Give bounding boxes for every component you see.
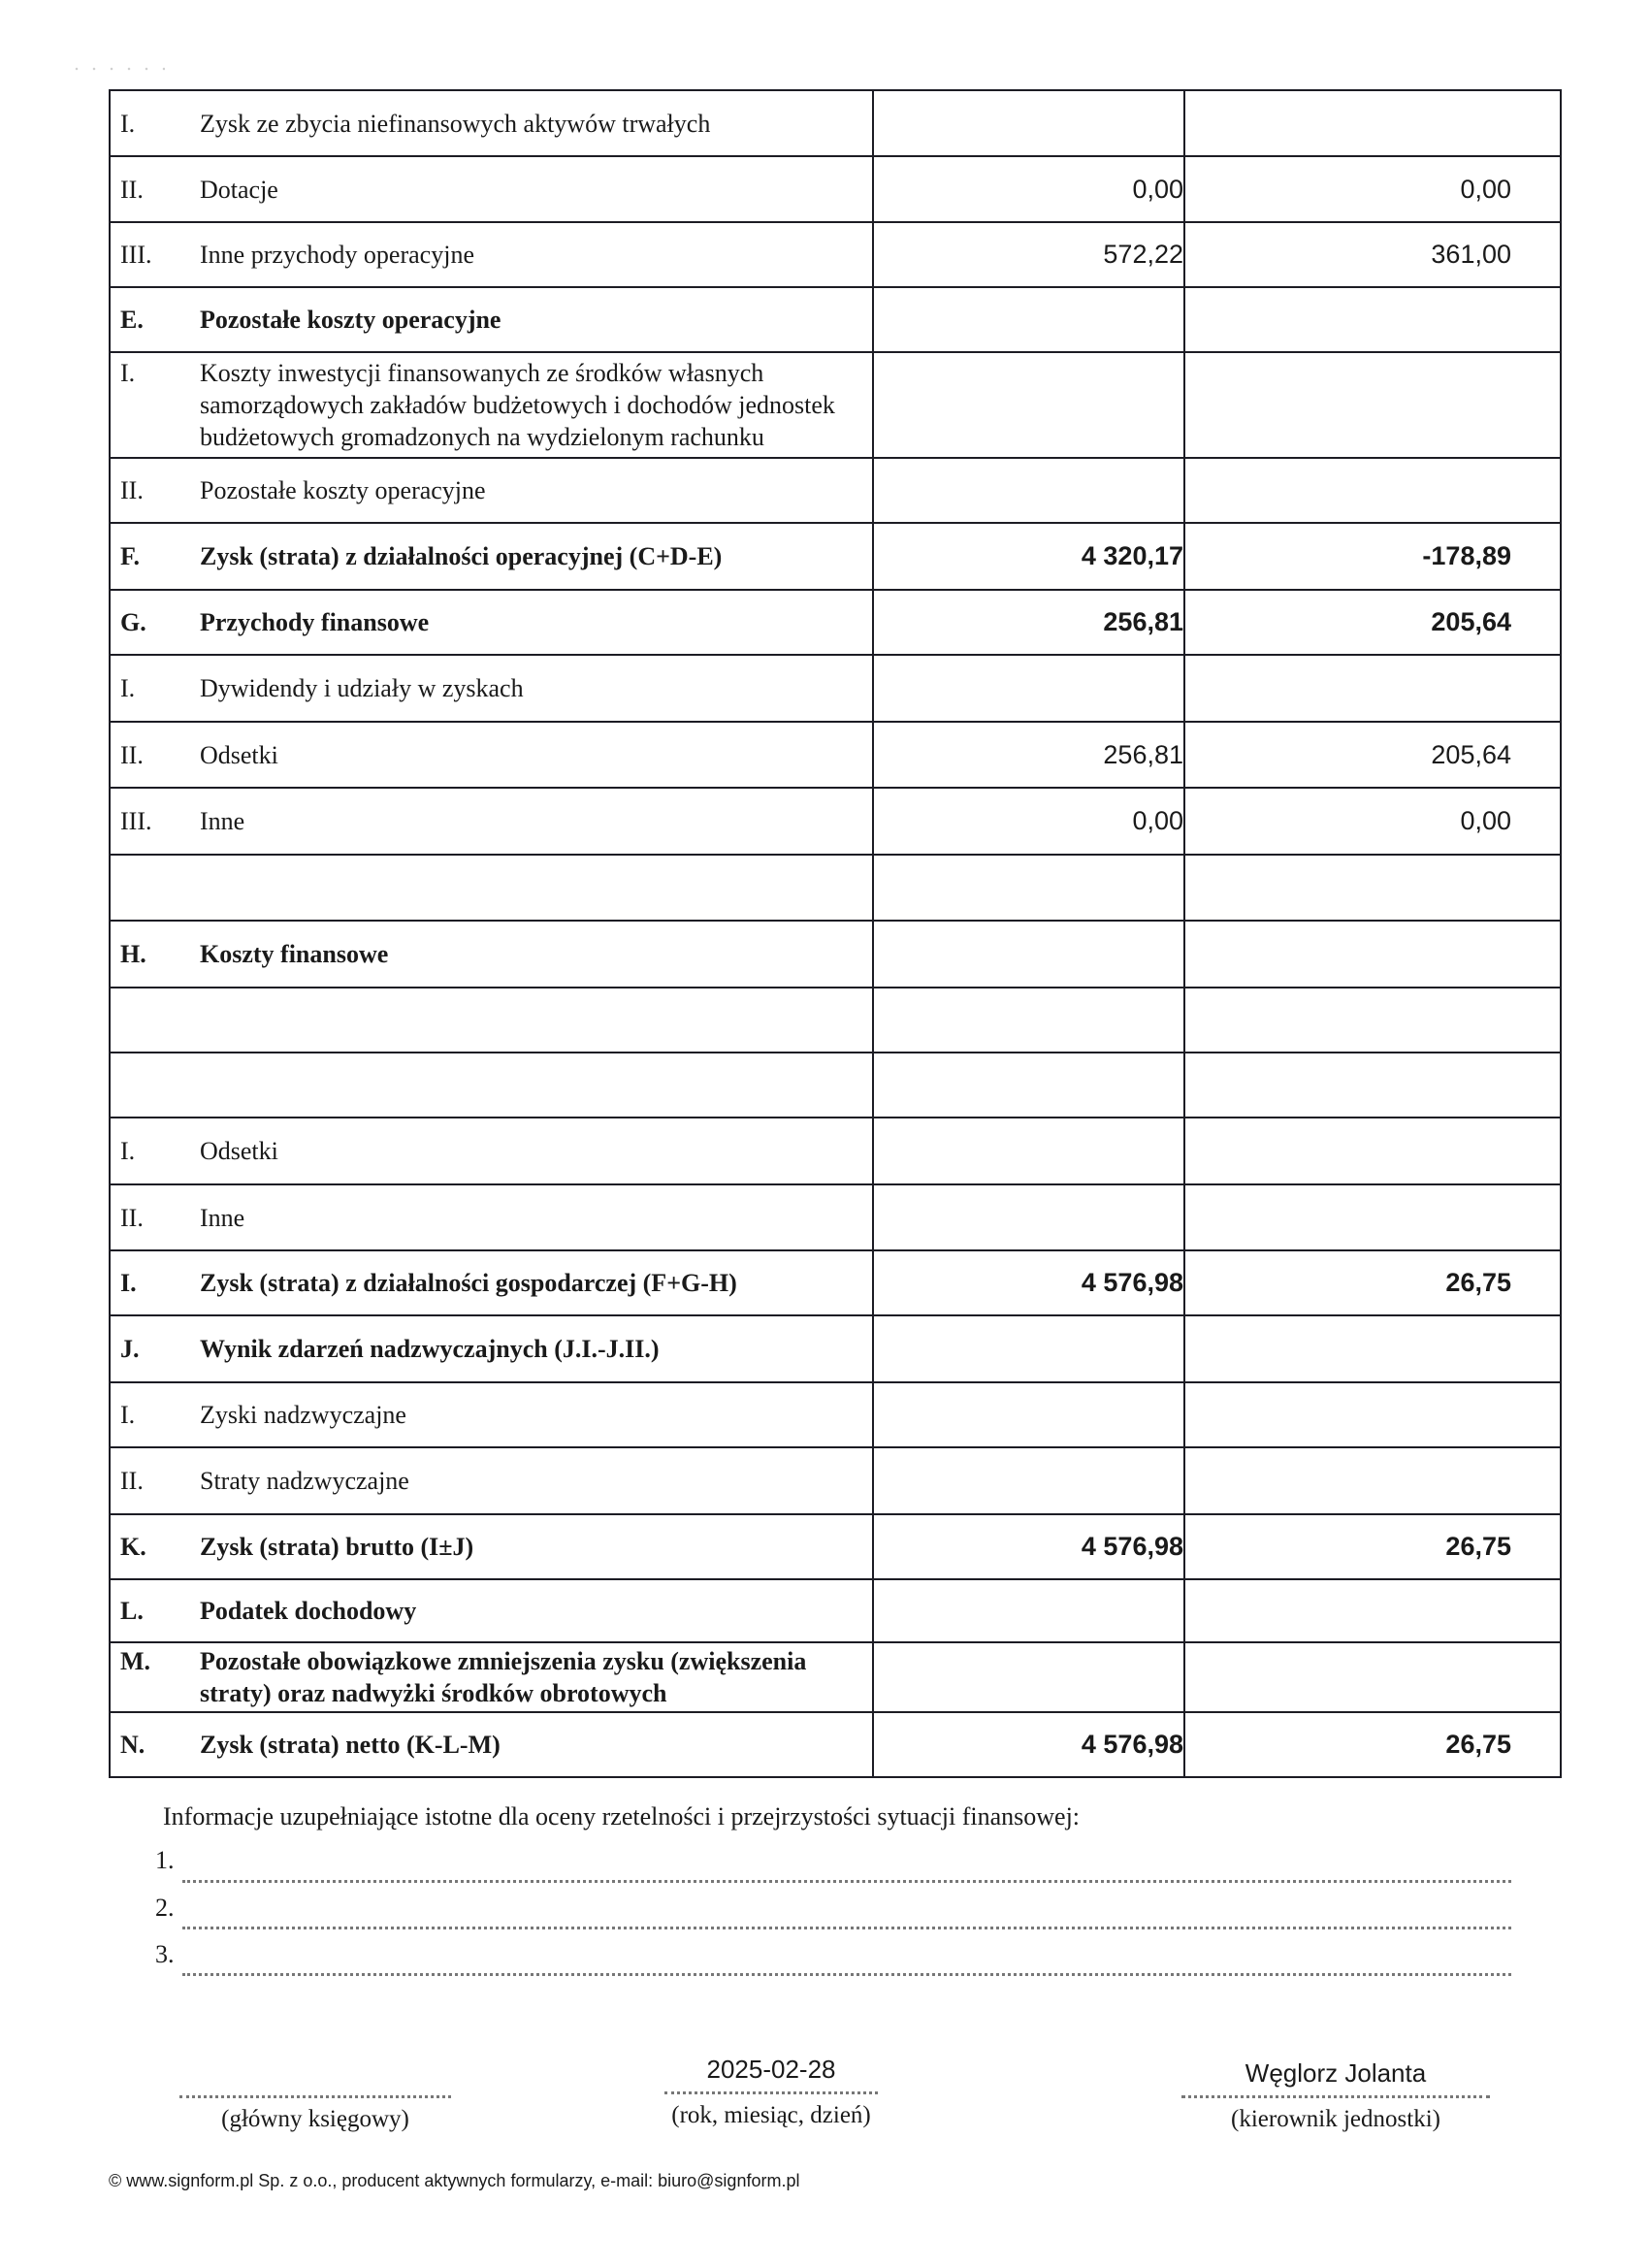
current-year-value[interactable]: 4 576,98 — [873, 1250, 1184, 1315]
current-year-value[interactable] — [873, 855, 1184, 921]
row-label: Koszty inwestycji finansowanych ze środków własnych samorządowych zakładów budżetowych i dochodów jednostek budżetowych gromadzonych na wydzielonym rachunku — [200, 359, 835, 451]
row-label: Zysk (strata) brutto (I±J) — [200, 1533, 474, 1561]
row-number: H. — [120, 940, 146, 968]
row-label: Zysk (strata) z działalności gospodarczej (F+G-H) — [200, 1269, 737, 1297]
row-label-cell — [110, 788, 873, 855]
previous-year-value[interactable]: 361,00 — [1184, 222, 1561, 287]
row-label: Dywidendy i udziały w zyskach — [200, 674, 524, 702]
profit-loss-table — [109, 89, 1562, 1778]
row-label-cell — [110, 1447, 873, 1514]
previous-year-value[interactable] — [1184, 1053, 1561, 1118]
row-number: II. — [120, 740, 144, 769]
row-label-cell — [110, 90, 873, 156]
row-label: Straty nadzwyczajne — [200, 1467, 409, 1495]
row-label-cell — [110, 1053, 873, 1118]
previous-year-value[interactable]: -178,89 — [1184, 523, 1561, 590]
table-row — [110, 590, 1561, 655]
row-label: Pozostałe koszty operacyjne — [200, 306, 501, 334]
previous-year-value[interactable] — [1184, 1315, 1561, 1382]
row-number: II. — [120, 1467, 144, 1495]
current-year-value[interactable] — [873, 1184, 1184, 1250]
table-row — [110, 1382, 1561, 1447]
manager-caption: (kierownik jednostki) — [1231, 2106, 1440, 2132]
table-row — [110, 788, 1561, 855]
current-year-value[interactable] — [873, 1447, 1184, 1514]
table-row — [110, 222, 1561, 287]
row-number: I. — [120, 359, 136, 387]
previous-year-value[interactable] — [1184, 988, 1561, 1053]
row-number: N. — [120, 1731, 146, 1759]
row-number: K. — [120, 1533, 146, 1561]
current-year-value[interactable]: 256,81 — [873, 722, 1184, 788]
row-label: Odsetki — [200, 740, 278, 769]
row-label: Inne — [200, 807, 245, 835]
row-number: L. — [120, 1597, 144, 1625]
current-year-value[interactable]: 4 576,98 — [873, 1514, 1184, 1579]
row-label: Przychody finansowe — [200, 608, 430, 636]
current-year-value[interactable] — [873, 1579, 1184, 1642]
row-number: II. — [120, 175, 144, 204]
row-label-cell — [110, 1118, 873, 1184]
current-year-value[interactable]: 0,00 — [873, 788, 1184, 855]
info-item-3-line[interactable] — [182, 1973, 1511, 1976]
row-number: I. — [120, 1401, 136, 1429]
current-year-value[interactable] — [873, 352, 1184, 458]
row-label-cell — [110, 1642, 873, 1712]
table-row — [110, 855, 1561, 921]
row-number: II. — [120, 476, 144, 504]
row-label-cell — [110, 988, 873, 1053]
previous-year-value[interactable]: 0,00 — [1184, 788, 1561, 855]
row-label: Zysk (strata) netto (K-L-M) — [200, 1731, 501, 1759]
table-row — [110, 1315, 1561, 1382]
row-label-cell — [110, 921, 873, 988]
signature-accountant — [179, 2058, 451, 2133]
row-number: III. — [120, 807, 152, 835]
current-year-value[interactable] — [873, 655, 1184, 722]
previous-year-value[interactable] — [1184, 458, 1561, 523]
table-row — [110, 523, 1561, 590]
current-year-value[interactable]: 4 320,17 — [873, 523, 1184, 590]
current-year-value[interactable] — [873, 1118, 1184, 1184]
info-item-2-number: 2. — [155, 1894, 175, 1922]
accountant-signature-value[interactable] — [179, 2058, 451, 2091]
info-item-1-number: 1. — [155, 1846, 175, 1874]
manager-signature-line — [1181, 2095, 1490, 2098]
table-row — [110, 1447, 1561, 1514]
table-row — [110, 1712, 1561, 1777]
footer-copyright: © www.signform.pl Sp. z o.o., producent aktywnych formularzy, e-mail: biuro@signform.pl — [109, 2171, 800, 2190]
row-label: Pozostałe obowiązkowe zmniejszenia zysku (zwiększenia straty) oraz nadwyżki środków obrotowych — [200, 1647, 807, 1707]
info-item-3-number: 3. — [155, 1940, 175, 1968]
row-label-cell — [110, 523, 873, 590]
row-label-cell — [110, 590, 873, 655]
row-label-cell — [110, 287, 873, 352]
table-row — [110, 1250, 1561, 1315]
previous-year-value[interactable] — [1184, 1447, 1561, 1514]
table-row — [110, 655, 1561, 722]
row-label-cell — [110, 722, 873, 788]
previous-year-value[interactable]: 26,75 — [1184, 1514, 1561, 1579]
row-number: G. — [120, 608, 146, 636]
row-label-cell — [110, 1184, 873, 1250]
previous-year-value[interactable] — [1184, 1118, 1561, 1184]
previous-year-value[interactable]: 205,64 — [1184, 590, 1561, 655]
current-year-value[interactable]: 4 576,98 — [873, 1712, 1184, 1777]
current-year-value[interactable] — [873, 458, 1184, 523]
info-item-2-line[interactable] — [182, 1927, 1511, 1929]
current-year-value[interactable] — [873, 1315, 1184, 1382]
signature-date — [664, 2055, 878, 2129]
table-row — [110, 352, 1561, 458]
row-number: F. — [120, 542, 140, 570]
row-label: Wynik zdarzeń nadzwyczajnych (J.I.-J.II.) — [200, 1335, 660, 1363]
previous-year-value[interactable] — [1184, 1642, 1561, 1712]
table-row — [110, 1514, 1561, 1579]
table-row — [110, 458, 1561, 523]
row-number: J. — [120, 1335, 140, 1363]
row-number: II. — [120, 1203, 144, 1232]
info-item-1-line[interactable] — [182, 1880, 1511, 1883]
date-line — [664, 2091, 878, 2094]
previous-year-value[interactable]: 205,64 — [1184, 722, 1561, 788]
previous-year-value[interactable]: 26,75 — [1184, 1712, 1561, 1777]
current-year-value[interactable] — [873, 90, 1184, 156]
previous-year-value[interactable] — [1184, 855, 1561, 921]
row-label: Zysk ze zbycia niefinansowych aktywów trwałych — [200, 109, 711, 138]
current-year-value[interactable] — [873, 921, 1184, 988]
row-label-cell — [110, 1514, 873, 1579]
current-year-value[interactable] — [873, 1053, 1184, 1118]
date-caption: (rok, miesiąc, dzień) — [671, 2102, 871, 2128]
row-number: III. — [120, 241, 152, 269]
row-label: Odsetki — [200, 1137, 278, 1165]
accountant-caption: (główny księgowy) — [221, 2106, 409, 2132]
previous-year-value[interactable] — [1184, 287, 1561, 352]
row-label-cell — [110, 655, 873, 722]
row-label: Pozostałe koszty operacyjne — [200, 476, 486, 504]
row-number: I. — [120, 1137, 136, 1165]
previous-year-value[interactable] — [1184, 921, 1561, 988]
row-number: E. — [120, 306, 144, 334]
table-row — [110, 156, 1561, 222]
current-year-value[interactable]: 0,00 — [873, 156, 1184, 222]
table-row — [110, 1118, 1561, 1184]
accountant-signature-line — [179, 2095, 451, 2098]
row-label: Podatek dochodowy — [200, 1597, 417, 1625]
current-year-value[interactable] — [873, 287, 1184, 352]
date-value[interactable]: 2025-02-28 — [706, 2055, 836, 2084]
row-number: I. — [120, 674, 136, 702]
row-number: I. — [120, 1269, 137, 1297]
row-label: Zysk (strata) z działalności operacyjnej (C+D-E) — [200, 542, 723, 570]
row-label-cell — [110, 855, 873, 921]
row-number: I. — [120, 109, 136, 138]
manager-name[interactable]: Węglorz Jolanta — [1245, 2058, 1427, 2088]
row-label: Zyski nadzwyczajne — [200, 1401, 406, 1429]
row-label-cell — [110, 1579, 873, 1642]
previous-year-value[interactable]: 0,00 — [1184, 156, 1561, 222]
table-row — [110, 1053, 1561, 1118]
table-row — [110, 287, 1561, 352]
scan-artifact — [68, 66, 165, 72]
table-row — [110, 988, 1561, 1053]
table-row — [110, 921, 1561, 988]
current-year-value[interactable] — [873, 1382, 1184, 1447]
previous-year-value[interactable] — [1184, 90, 1561, 156]
current-year-value[interactable] — [873, 1642, 1184, 1712]
previous-year-value[interactable] — [1184, 1382, 1561, 1447]
row-label: Dotacje — [200, 175, 278, 204]
previous-year-value[interactable] — [1184, 352, 1561, 458]
previous-year-value[interactable] — [1184, 1579, 1561, 1642]
current-year-value[interactable] — [873, 988, 1184, 1053]
table-row — [110, 1642, 1561, 1712]
row-label-cell — [110, 458, 873, 523]
row-label: Koszty finansowe — [200, 940, 389, 968]
signature-manager — [1181, 2058, 1490, 2133]
table-row — [110, 1184, 1561, 1250]
table-row — [110, 90, 1561, 156]
current-year-value[interactable]: 256,81 — [873, 590, 1184, 655]
table-row — [110, 1579, 1561, 1642]
table-row — [110, 722, 1561, 788]
row-label: Inne — [200, 1203, 245, 1232]
row-label-cell — [110, 1382, 873, 1447]
row-number: M. — [120, 1647, 151, 1675]
row-label-cell — [110, 156, 873, 222]
row-label: Inne przychody operacyjne — [200, 241, 474, 269]
previous-year-value[interactable] — [1184, 1184, 1561, 1250]
row-label-cell — [110, 352, 873, 458]
row-label-cell — [110, 1250, 873, 1315]
current-year-value[interactable]: 572,22 — [873, 222, 1184, 287]
row-label-cell — [110, 1315, 873, 1382]
previous-year-value[interactable]: 26,75 — [1184, 1250, 1561, 1315]
previous-year-value[interactable] — [1184, 655, 1561, 722]
row-label-cell — [110, 222, 873, 287]
supplementary-info-heading: Informacje uzupełniające istotne dla oceny rzetelności i przejrzystości sytuacji finansowej: — [163, 1802, 1081, 1831]
row-label-cell — [110, 1712, 873, 1777]
